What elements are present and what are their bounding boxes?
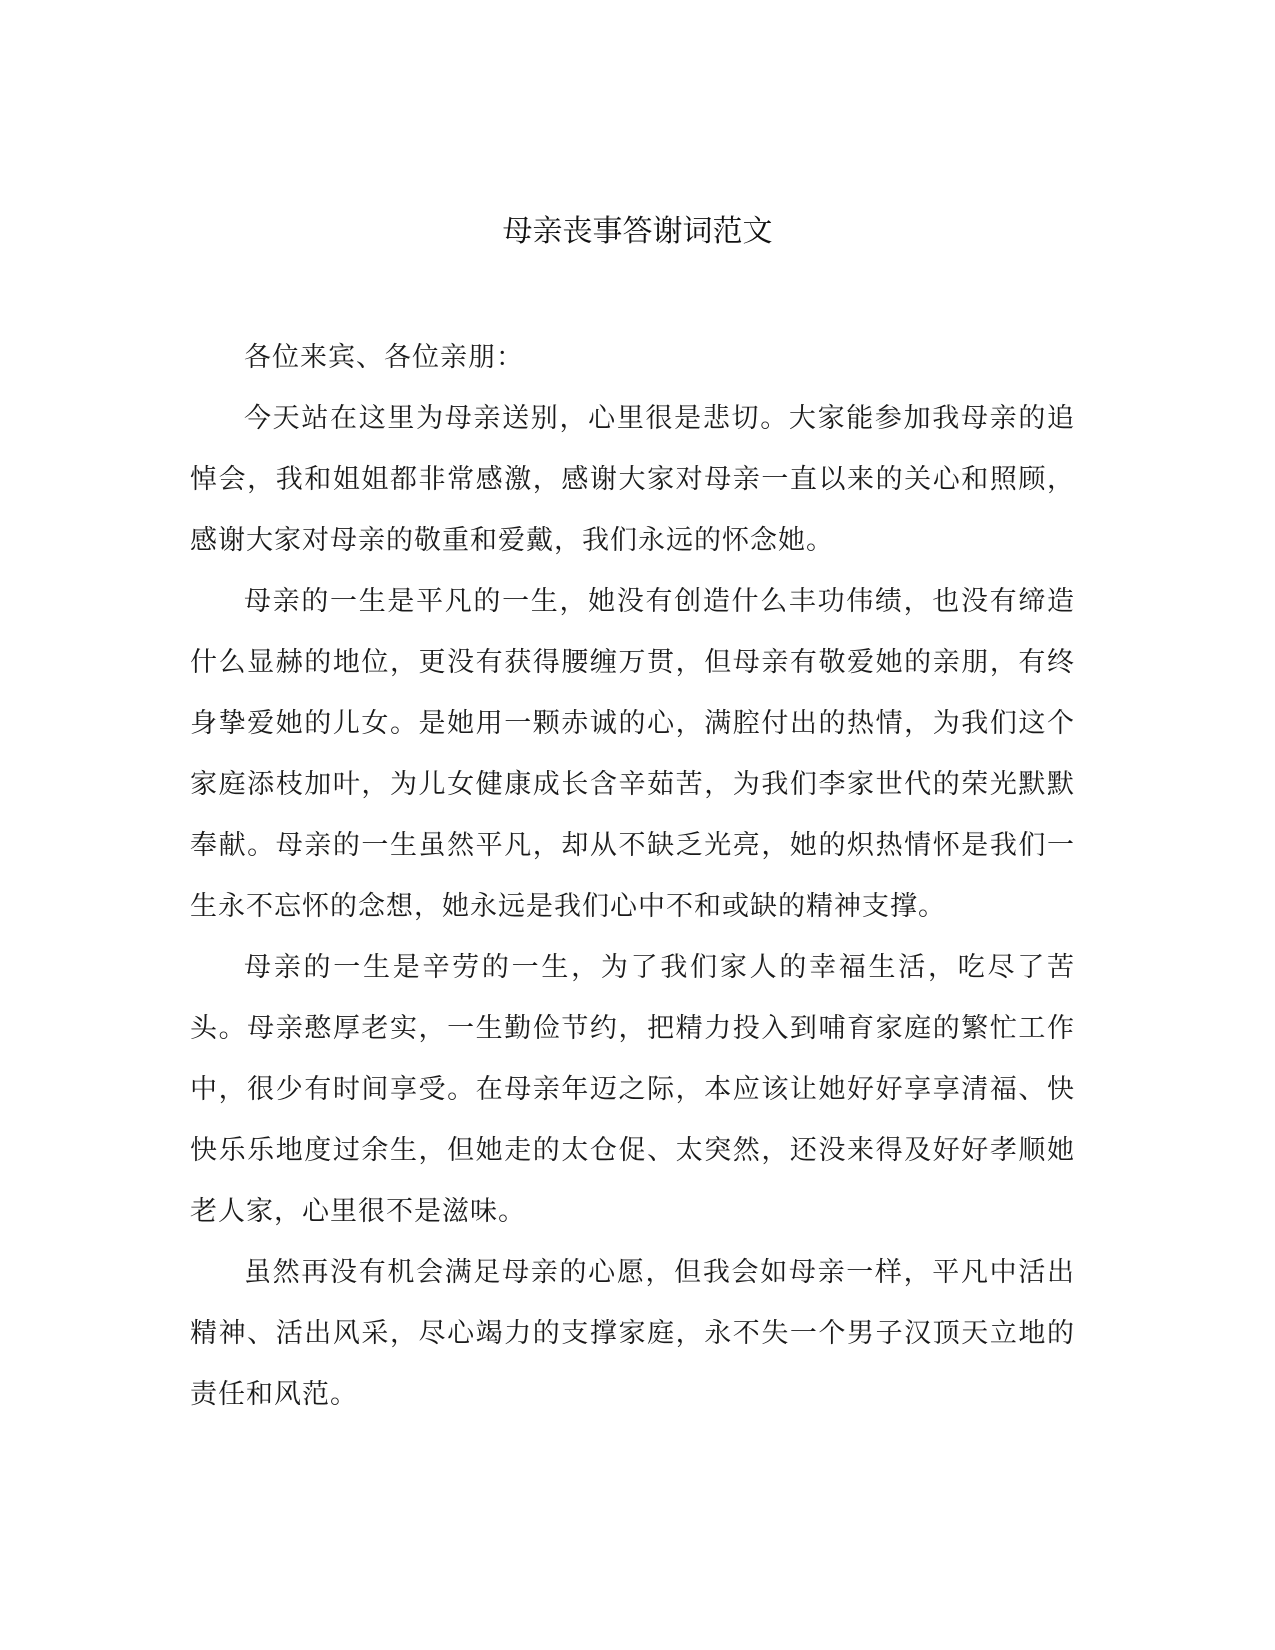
body-paragraph: 母亲的一生是平凡的一生，她没有创造什么丰功伟绩，也没有缔造什么显赫的地位，更没有获得腰缠万贯，但母亲有敬爱她的亲朋，有终身挚爱她的儿女。是她用一颗赤诚的心，满腔付出的热情，为我们这个家庭添枝加叶，为儿女健康成长含辛茹苦，为我们李家世代的荣光默默奉献。母亲的一生虽然平凡，却从不缺乏光亮，她的炽热情怀是我们一生永不忘怀的念想，她永远是我们心中不和或缺的精神支撑。: [190, 586, 1075, 922]
document-body: [190, 327, 1075, 1425]
document-title: 母亲丧事答谢词范文: [502, 214, 773, 249]
body-paragraph: 母亲的一生是辛劳的一生，为了我们家人的幸福生活，吃尽了苦头。母亲憨厚老实，一生勤俭节约，把精力投入到哺育家庭的繁忙工作中，很少有时间享受。在母亲年迈之际，本应该让她好好享享清福、快快乐乐地度过余生，但她走的太仓促、太突然，还没来得及好好孝顺她老人家，心里很不是滋味。: [190, 952, 1075, 1227]
body-paragraph: 今天站在这里为母亲送别，心里很是悲切。大家能参加我母亲的追悼会，我和姐姐都非常感激，感谢大家对母亲一直以来的关心和照顾，感谢大家对母亲的敬重和爱戴，我们永远的怀念她。: [190, 403, 1075, 556]
salutation-paragraph: 各位来宾、各位亲朋：: [244, 342, 524, 373]
body-paragraph: 虽然再没有机会满足母亲的心愿，但我会如母亲一样，平凡中活出精神、活出风采，尽心竭力的支撑家庭，永不失一个男子汉顶天立地的责任和风范。: [190, 1257, 1075, 1410]
